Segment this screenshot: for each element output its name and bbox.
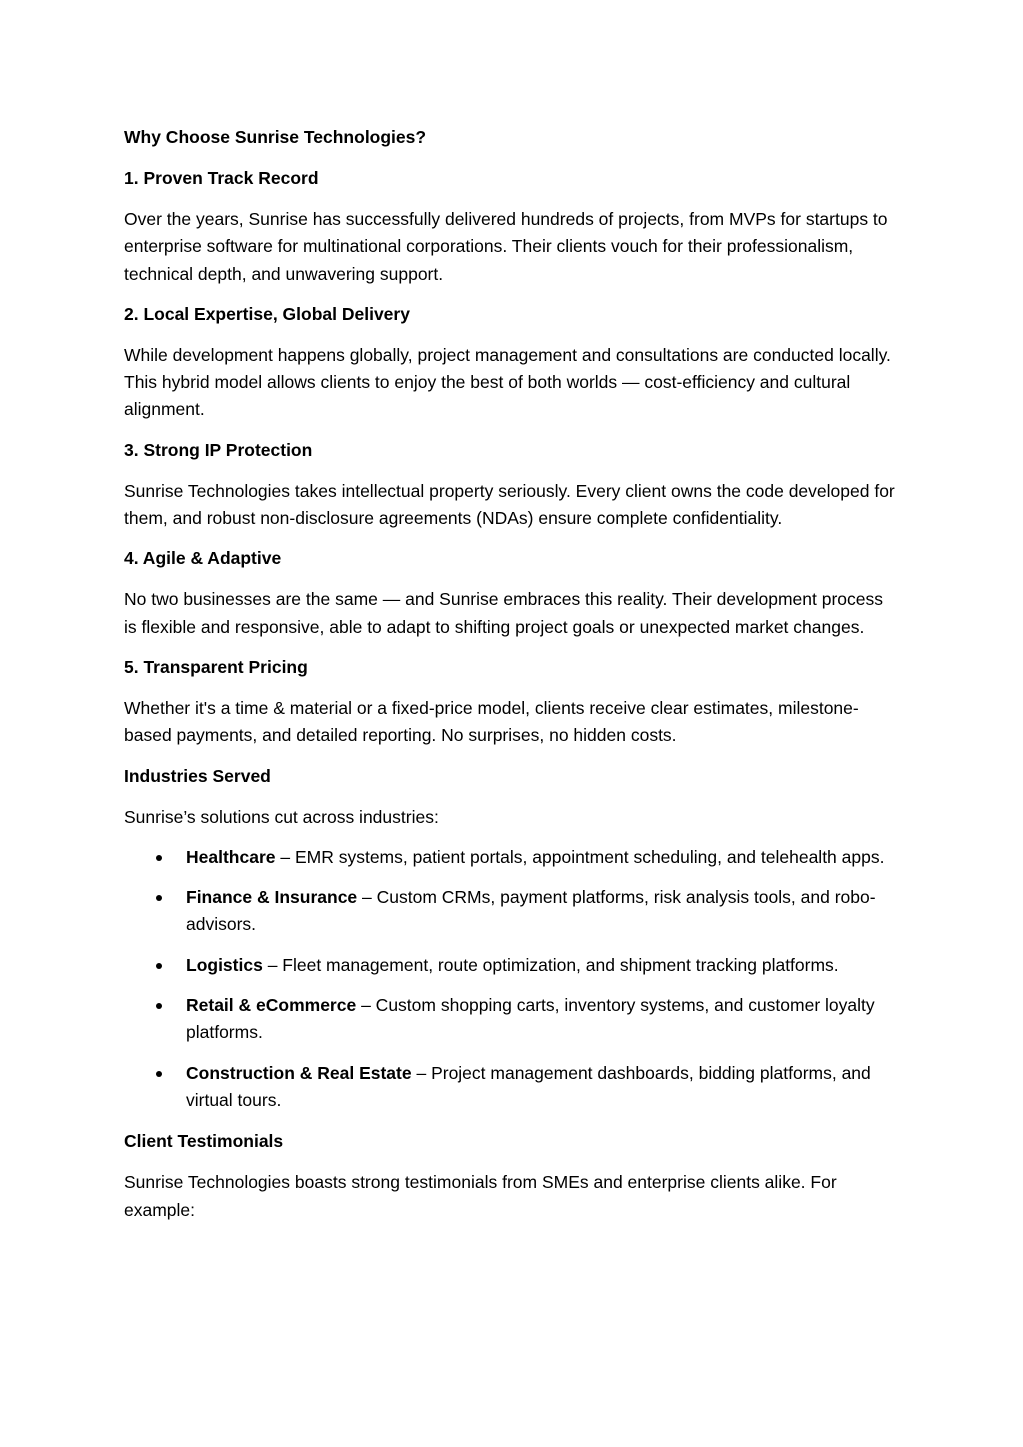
industry-desc: – EMR systems, patient portals, appointment scheduling, and telehealth apps. [275, 846, 885, 867]
industry-term: Healthcare [186, 846, 276, 867]
section-body-local-expertise: While development happens globally, project management and consultations are conducted locally. This hybrid model allows clients to enjoy the best of both worlds — cost-efficiency and cultural alignment. [124, 344, 891, 420]
bullet-icon [156, 1071, 162, 1077]
testimonials-heading: Client Testimonials [124, 1131, 284, 1152]
industry-desc: – Fleet management, route optimization, and shipment tracking platforms. [262, 954, 839, 975]
section-heading-local-expertise: 2. Local Expertise, Global Delivery [124, 303, 410, 324]
list-item [124, 992, 899, 1047]
industries-heading: Industries Served [124, 765, 271, 786]
list-item [124, 952, 899, 979]
section-heading-pricing: 5. Transparent Pricing [124, 656, 308, 677]
section-body-agile: No two businesses are the same — and Sunrise embraces this reality. Their development process is flexible and responsive, able to adapt to shifting project goals or unexpected market changes. [124, 589, 884, 637]
section-body-pricing: Whether it's a time & material or a fixed-price model, clients receive clear estimates, milestone-based payments, and detailed reporting. No surprises, no hidden costs. [124, 697, 859, 746]
bullet-icon [156, 855, 162, 861]
industry-term: Construction & Real Estate [186, 1062, 412, 1083]
industry-desc: – Project management dashboards, bidding platforms, and virtual tours. [186, 1062, 871, 1110]
section-heading-track-record: 1. Proven Track Record [124, 168, 319, 188]
industry-term: Logistics [186, 954, 263, 975]
industries-intro: Sunrise’s solutions cut across industries: [124, 806, 439, 827]
industry-desc: – Custom shopping carts, inventory systems, and customer loyalty platforms. [186, 995, 875, 1043]
section-heading-agile: 4. Agile & Adaptive [124, 548, 282, 569]
list-item [124, 884, 899, 939]
bullet-icon [156, 895, 162, 901]
section-body-track-record: Over the years, Sunrise has successfully delivered hundreds of projects, from MVPs for startups to enterprise software for multinational corporations. Their clients vouch for their professionalism, technical depth, and unwavering support. [124, 209, 888, 284]
industry-term: Finance & Insurance [186, 887, 358, 908]
industries-list [124, 844, 899, 1114]
bullet-icon [156, 1003, 162, 1009]
list-item [124, 1060, 899, 1115]
document-page [124, 124, 899, 1237]
bullet-icon [156, 963, 162, 969]
section-heading-why-choose: Why Choose Sunrise Technologies? [124, 127, 427, 147]
section-body-ip-protection: Sunrise Technologies takes intellectual property seriously. Every client owns the code developed for them, and robust non-disclosure agreements (NDAs) ensure complete confidentiality. [124, 480, 895, 529]
industry-desc: – Custom CRMs, payment platforms, risk analysis tools, and robo-advisors. [186, 887, 876, 935]
industry-term: Retail & eCommerce [186, 995, 357, 1016]
testimonials-body: Sunrise Technologies boasts strong testimonials from SMEs and enterprise clients alike. For example: [124, 1172, 837, 1220]
list-item [124, 844, 899, 871]
section-heading-ip-protection: 3. Strong IP Protection [124, 439, 313, 460]
